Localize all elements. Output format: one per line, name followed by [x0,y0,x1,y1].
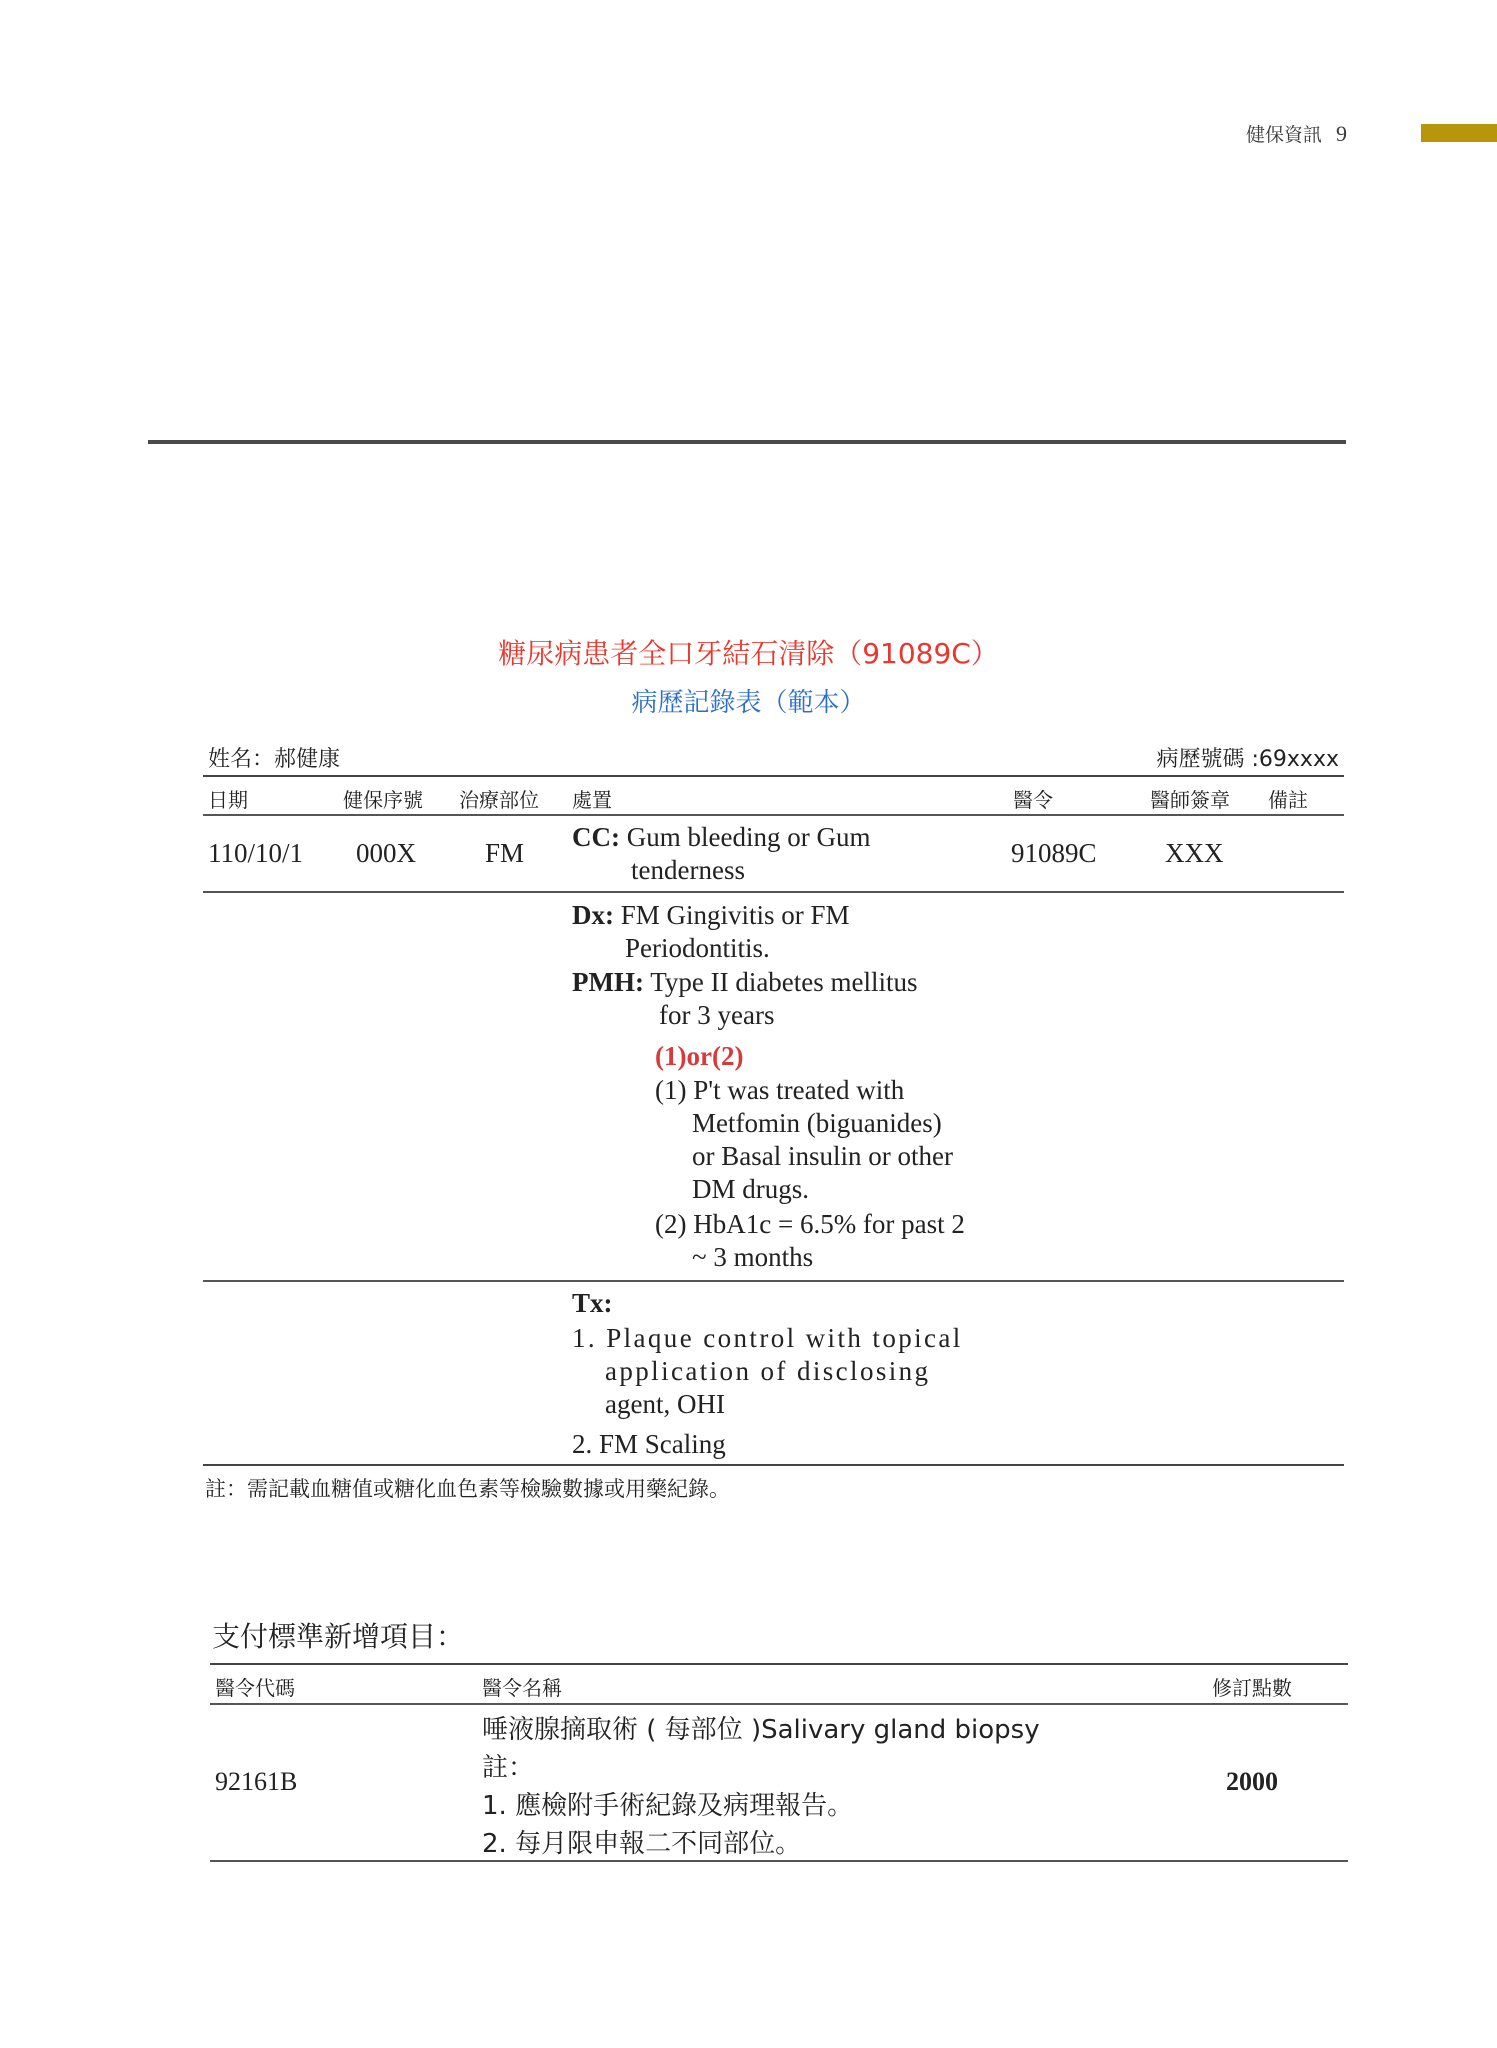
payment-note: 1. 應檢附手術紀錄及病理報告。 [482,1791,854,1821]
tx-item-2: 2. FM Scaling [572,1429,726,1459]
option-1 [655,1074,953,1206]
section-rule [148,440,1346,444]
payment-note-label: 註： [482,1753,535,1783]
cell-site: FM [485,838,525,868]
page-tab-marker [1421,124,1497,142]
header-site: 治療部位 [459,788,539,812]
payment-code: 92161B [215,1767,298,1796]
tx-item-line: application of disclosing [605,1356,931,1386]
options-label: (1)or(2) [655,1041,744,1071]
patient-name: 姓名：郝健康 [208,747,341,772]
payment-header-points: 修訂點數 [1212,1676,1292,1700]
row-rule [203,891,1344,893]
header-signature: 醫師簽章 [1150,788,1230,812]
option-1-line: or Basal insulin or other [692,1141,953,1171]
header-procedure: 處置 [572,788,612,812]
cell-serial: 000X [356,838,416,868]
payment-header-code: 醫令代碼 [215,1676,295,1700]
row-rule [203,1280,1344,1282]
header-date: 日期 [208,788,248,812]
tx-item-line: 1. Plaque control with topical [572,1323,963,1353]
running-head-title: 健保資訊 [1245,124,1322,146]
cc-line: tenderness [631,855,745,885]
dx-label: Dx: [572,900,614,930]
cell-order: 91089C [1011,838,1097,868]
table-header-rule [203,814,1344,816]
option-1-line: DM drugs. [692,1174,810,1204]
cell-signature: XXX [1165,838,1224,868]
option-1-line: (1) P't was treated with [655,1075,905,1105]
payment-table-header-rule [210,1703,1348,1705]
payment-table-top-rule [210,1663,1348,1665]
new-items-title: 支付標準新增項目： [212,1620,465,1653]
form-title: 糖尿病患者全口牙結石清除（91089C） [498,637,999,670]
treatment [572,1287,963,1461]
pmh-line: for 3 years [659,1000,775,1030]
payment-note: 2. 每月限申報二不同部位。 [482,1829,802,1859]
cc-label: CC: [572,822,620,852]
tx-label: Tx: [572,1288,613,1318]
record-number: 病歷號碼 :69xxxx [1156,747,1339,772]
header-order: 醫令 [1013,788,1053,812]
payment-header-name: 醫令名稱 [482,1676,562,1700]
header-remarks: 備註 [1268,788,1308,812]
past-medical-history [572,966,918,1032]
option-2 [655,1208,965,1274]
dx-line: FM Gingivitis or FM [620,900,850,930]
option-2-line: (2) HbA1c = 6.5% for past 2 [655,1209,965,1239]
table-top-rule [203,775,1344,777]
option-2-line: ~ 3 months [692,1242,814,1272]
cc-line: Gum bleeding or Gum [626,822,871,852]
page-number: 9 [1336,121,1347,146]
diagnosis [572,899,850,965]
cell-date: 110/10/1 [208,838,304,868]
form-subtitle: 病歷記錄表（範本） [631,688,866,718]
payment-name [482,1709,1040,1861]
pmh-label: PMH: [572,967,644,997]
payment-points: 2000 [1226,1767,1278,1796]
dx-line: Periodontitis. [625,933,770,963]
chief-complaint [572,821,870,887]
form-note: 註：需記載血糖值或糖化血色素等檢驗數據或用藥紀錄。 [205,1477,730,1501]
payment-item-name: 唾液腺摘取術 ( 每部位 )Salivary gland biopsy [482,1715,1040,1745]
pmh-line: Type II diabetes mellitus [650,967,918,997]
header-serial: 健保序號 [343,788,423,812]
running-head [1246,120,1347,147]
tx-item-line: agent, OHI [605,1389,725,1419]
table-bottom-rule [203,1464,1344,1466]
option-1-line: Metfomin (biguanides) [692,1108,942,1138]
